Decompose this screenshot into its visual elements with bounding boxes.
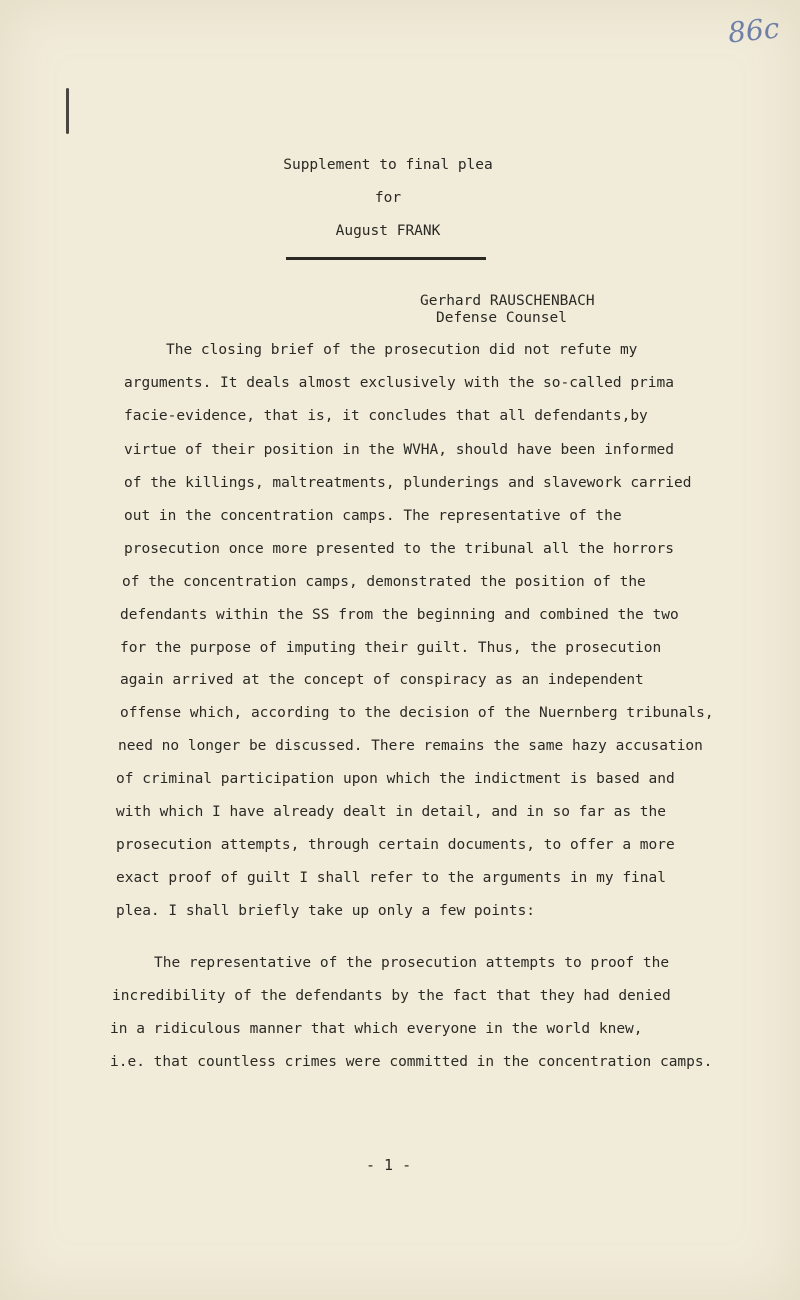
author-name: Gerhard RAUSCHENBACH (420, 293, 595, 309)
document-title: Supplement to final plea (283, 157, 493, 173)
paragraph-line: of the concentration camps, demonstrated the position of the (122, 574, 646, 590)
title-for: for (374, 190, 402, 206)
paragraph-line: out in the concentration camps. The representative of the (124, 508, 622, 524)
title-underline (286, 257, 486, 260)
handwritten-annotation: 86c (726, 11, 781, 50)
paragraph-line: The representative of the prosecution attempts to proof the (154, 955, 670, 971)
paragraph-line: arguments. It deals almost exclusively with the so-called prima (124, 375, 674, 391)
margin-mark (66, 88, 69, 134)
paragraph-line: of the killings, maltreatments, plunderings and slavework carried (124, 475, 692, 491)
paragraph-line: plea. I shall briefly take up only a few points: (116, 903, 536, 919)
page-number: - 1 - (366, 1156, 412, 1174)
paragraph-line: in a ridiculous manner that which everyone in the world knew, (110, 1021, 643, 1037)
defendant-name: August FRANK (335, 223, 441, 239)
paragraph-line: defendants within the SS from the beginning and combined the two (120, 607, 679, 623)
paragraph-line: of criminal participation upon which the indictment is based and (116, 771, 675, 787)
paragraph-line: prosecution once more presented to the tribunal all the horrors (124, 541, 674, 557)
paragraph-line: prosecution attempts, through certain documents, to offer a more (116, 837, 675, 853)
paragraph-line: i.e. that countless crimes were committed in the concentration camps. (110, 1054, 713, 1070)
paragraph-line: incredibility of the defendants by the fact that they had denied (112, 988, 671, 1004)
paragraph-line: The closing brief of the prosecution did not refute my (166, 342, 638, 358)
paragraph-line: offense which, according to the decision of the Nuernberg tribunals, (120, 705, 714, 721)
paragraph-line: again arrived at the concept of conspiracy as an independent (120, 672, 644, 688)
paragraph-line: facie-evidence, that is, it concludes that all defendants,by (124, 408, 648, 424)
paragraph-line: virtue of their position in the WVHA, should have been informed (124, 442, 674, 458)
paragraph-line: exact proof of guilt I shall refer to the arguments in my final (116, 870, 666, 886)
author-role: Defense Counsel (436, 310, 567, 326)
paragraph-line: for the purpose of imputing their guilt. Thus, the prosecution (120, 640, 662, 656)
paragraph-line: need no longer be discussed. There remains the same hazy accusation (118, 738, 703, 754)
paragraph-line: with which I have already dealt in detail, and in so far as the (116, 804, 666, 820)
